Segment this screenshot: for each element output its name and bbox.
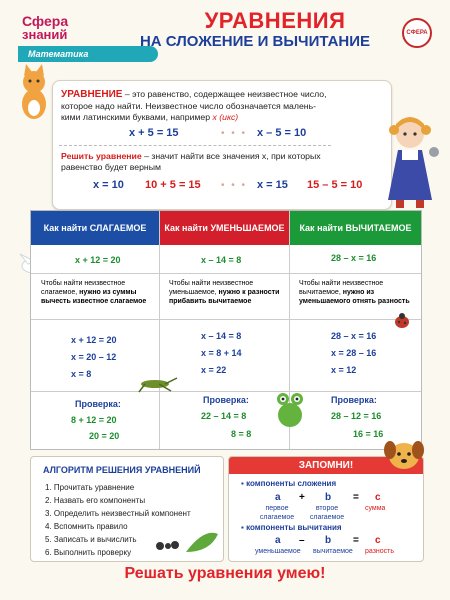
column-divider bbox=[159, 211, 160, 449]
check-label: Проверка: bbox=[203, 395, 249, 405]
list-item: 4. Вспомнить правило bbox=[45, 522, 128, 531]
subtraction-components-label: компоненты вычитания bbox=[246, 523, 342, 532]
rules-table bbox=[30, 210, 422, 450]
check-line: 22 – 14 = 8 bbox=[201, 411, 247, 421]
solve-term: Решить уравнение bbox=[61, 151, 142, 161]
check-line: 28 – 12 = 16 bbox=[331, 411, 382, 421]
solution-2-check: 15 – 5 = 10 bbox=[307, 179, 363, 191]
check-line: 16 = 16 bbox=[353, 429, 384, 439]
cat-illustration bbox=[16, 62, 52, 122]
definition-term: УРАВНЕНИЕ bbox=[61, 89, 123, 100]
subject-ribbon: Математика bbox=[18, 46, 158, 62]
difference-label: разность bbox=[365, 548, 395, 555]
frog-icon bbox=[271, 389, 309, 429]
solution-step: x = 8 bbox=[71, 369, 92, 379]
solution-step: x + 12 = 20 bbox=[71, 335, 117, 345]
grasshopper-icon bbox=[135, 375, 179, 393]
row-divider bbox=[31, 391, 421, 392]
addition-components-label: компоненты сложения bbox=[246, 479, 337, 488]
check-line: 8 + 12 = 20 bbox=[71, 415, 117, 425]
equation-subtrahend: 28 – x = 16 bbox=[331, 253, 377, 263]
publisher-seal-icon: СФЕРА bbox=[402, 18, 432, 48]
rule-subtrahend: Чтобы найти неизвестное вычитаемое, нужно из уменьшаемого отнять разность bbox=[299, 280, 410, 305]
solution-step: x = 12 bbox=[331, 365, 357, 375]
divider bbox=[59, 145, 331, 146]
check-label: Проверка: bbox=[331, 395, 377, 405]
solution-2-x: x = 15 bbox=[257, 179, 288, 191]
check-line: 8 = 8 bbox=[231, 429, 252, 439]
bug-icon bbox=[391, 311, 413, 331]
subtrahend-label: вычитаемое bbox=[313, 548, 353, 555]
brand-line2: знаний bbox=[22, 27, 68, 42]
row-divider bbox=[31, 319, 421, 320]
minuend-label: уменьшаемое bbox=[255, 548, 301, 555]
page-subtitle: НА СЛОЖЕНИЕ И ВЫЧИТАНИЕ bbox=[139, 33, 371, 50]
header-addend: Как найти СЛАГАЕМОЕ bbox=[31, 211, 159, 245]
header-subtrahend: Как найти ВЫЧИТАЕМОЕ bbox=[290, 211, 421, 245]
rule-minuend: Чтобы найти неизвестное уменьшаемое, нужно к разности прибавить вычитаемое bbox=[169, 280, 280, 305]
algorithm-title: АЛГОРИТМ РЕШЕНИЯ УРАВНЕНИЙ bbox=[43, 465, 201, 475]
solution-1-x: x = 10 bbox=[93, 179, 124, 191]
row-divider bbox=[31, 273, 421, 274]
check-label: Проверка: bbox=[75, 399, 121, 409]
check-line: 20 = 20 bbox=[89, 431, 120, 441]
equation-addend: x + 12 = 20 bbox=[75, 255, 121, 265]
dots-divider: • • • bbox=[221, 180, 248, 191]
solution-step: x = 20 – 12 bbox=[71, 352, 117, 362]
page-title: УРАВНЕНИЯ bbox=[204, 8, 346, 33]
dots-divider: • • • bbox=[221, 128, 248, 139]
first-addend-label: первое слагаемое bbox=[259, 505, 295, 521]
solution-step: 28 – x = 16 bbox=[331, 331, 377, 341]
list-item: 1. Прочитать уравнение bbox=[45, 483, 135, 492]
remember-title: ЗАПОМНИ! bbox=[229, 457, 423, 474]
solution-step: x = 8 + 14 bbox=[201, 348, 242, 358]
solution-step: x – 14 = 8 bbox=[201, 331, 242, 341]
list-item: 2. Назвать его компоненты bbox=[45, 496, 146, 505]
brand-line1: Сфера bbox=[22, 13, 69, 29]
list-item: 5. Записать и вычислить bbox=[45, 535, 137, 544]
footer-slogan: Решать уравнения умею! bbox=[124, 565, 326, 582]
solution-1-check: 10 + 5 = 15 bbox=[145, 179, 201, 191]
list-item: 3. Определить неизвестный компонент bbox=[45, 509, 191, 518]
girl-illustration bbox=[380, 112, 442, 210]
example-equation-2: x – 5 = 10 bbox=[257, 127, 307, 139]
header-minuend: Как найти УМЕНЬШАЕМОЕ bbox=[160, 211, 289, 245]
definition-box: УРАВНЕНИЕ – это равенство, содержащее неизвестное число, которое надо найти. Неизвестное число обозначается малень- кими латинскими буквами, например x (икс) x + 5 = 15 • • • x – 5 = 10 Решить уравнение – значит найти все значения x, при которых равенство будет верным x = 10 10 + 5 = 15 • • • x = 15 15 – 5 = 10 bbox=[52, 80, 392, 210]
dog-illustration bbox=[382, 436, 426, 472]
brand-logo bbox=[22, 14, 68, 42]
equation-minuend: x – 14 = 8 bbox=[201, 255, 242, 265]
solution-step: x = 28 – 16 bbox=[331, 348, 377, 358]
remember-box: ЗАПОМНИ! ▪ компоненты сложения a + b = c первое слагаемое второе слагаемое сумма ▪ компоненты вычитания a – b = c уменьшаемое вычитаемое разность bbox=[228, 456, 424, 562]
rule-addend: Чтобы найти неизвестное слагаемое, нужно из суммы вычесть известное слагаемое bbox=[41, 280, 147, 305]
second-addend-label: второе слагаемое bbox=[309, 505, 345, 521]
ant-icon bbox=[150, 528, 220, 558]
sum-label: сумма bbox=[365, 505, 386, 512]
solution-step: x = 22 bbox=[201, 365, 227, 375]
example-equation-1: x + 5 = 15 bbox=[129, 127, 179, 139]
list-item: 6. Выполнить проверку bbox=[45, 548, 132, 557]
